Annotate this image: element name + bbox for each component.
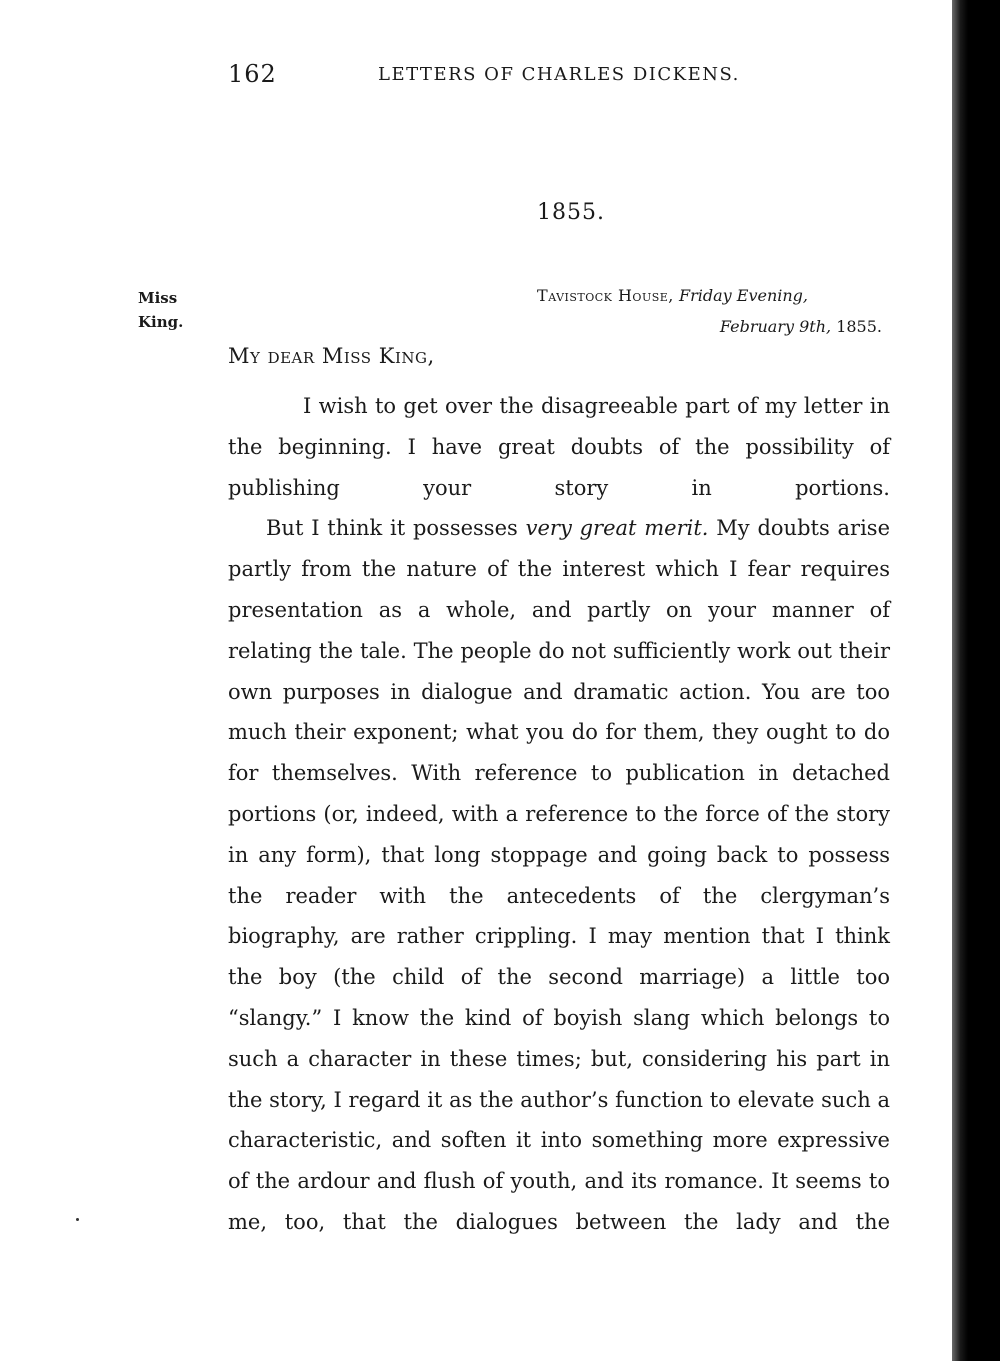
margin-note-line-1: Miss bbox=[138, 289, 178, 307]
letter-date: February 9th, bbox=[719, 317, 832, 336]
paragraph-2-emphasis: very great merit. bbox=[525, 516, 709, 541]
salutation: My dear Miss King, bbox=[228, 344, 435, 368]
paragraph-2 bbox=[228, 508, 890, 1242]
running-title: LETTERS OF CHARLES DICKENS. bbox=[378, 64, 740, 85]
letter-body bbox=[228, 386, 890, 1243]
margin-note-line-2: King. bbox=[138, 313, 184, 331]
page-number: 162 bbox=[228, 60, 277, 88]
dateline-date bbox=[720, 317, 882, 336]
paragraph-1: I wish to get over the disagreeable part of my letter in the beginning. I have great doubts of the possibility of publishing your story in portions. bbox=[228, 394, 890, 500]
year-heading: 1855. bbox=[537, 200, 605, 225]
scan-dark-edge bbox=[952, 0, 1000, 1361]
dateline-address bbox=[537, 286, 808, 305]
scan-speck bbox=[76, 1218, 79, 1221]
letter-address: Tavistock House, bbox=[537, 286, 674, 305]
paragraph-2-start: But I think it possesses bbox=[266, 516, 518, 541]
letter-day: Friday Evening, bbox=[678, 286, 808, 305]
margin-note bbox=[138, 286, 183, 334]
page-header bbox=[228, 60, 788, 94]
letter-year: 1855. bbox=[836, 317, 882, 336]
paragraph-2-rest: My doubts arise partly from the nature of the interest which I fear requires presentation as a whole, and partly on your manner of relating the tale. The people do not sufficiently work out their own purposes in dialogue and dramatic action. You are too much their exponent; what you do for them, they ought to do for themselves. With reference to publication in detached portions (or, indeed, with a reference to the force of the story in any form), that long stoppage and going back to possess the reader with the antecedents of the clergyman’s biography, are rather crippling. I may mention that I think the boy (the child of the second marriage) a little too “slangy.” I know the kind of boyish slang which belongs to such a character in these times; but, considering his part in the story, I regard it as the author’s function to elevate such a characteristic, and soften it into something more expressive of the ardour and flush of youth, and its romance. It seems to me, too, that the dialogues between the lady and the bbox=[228, 516, 891, 1234]
